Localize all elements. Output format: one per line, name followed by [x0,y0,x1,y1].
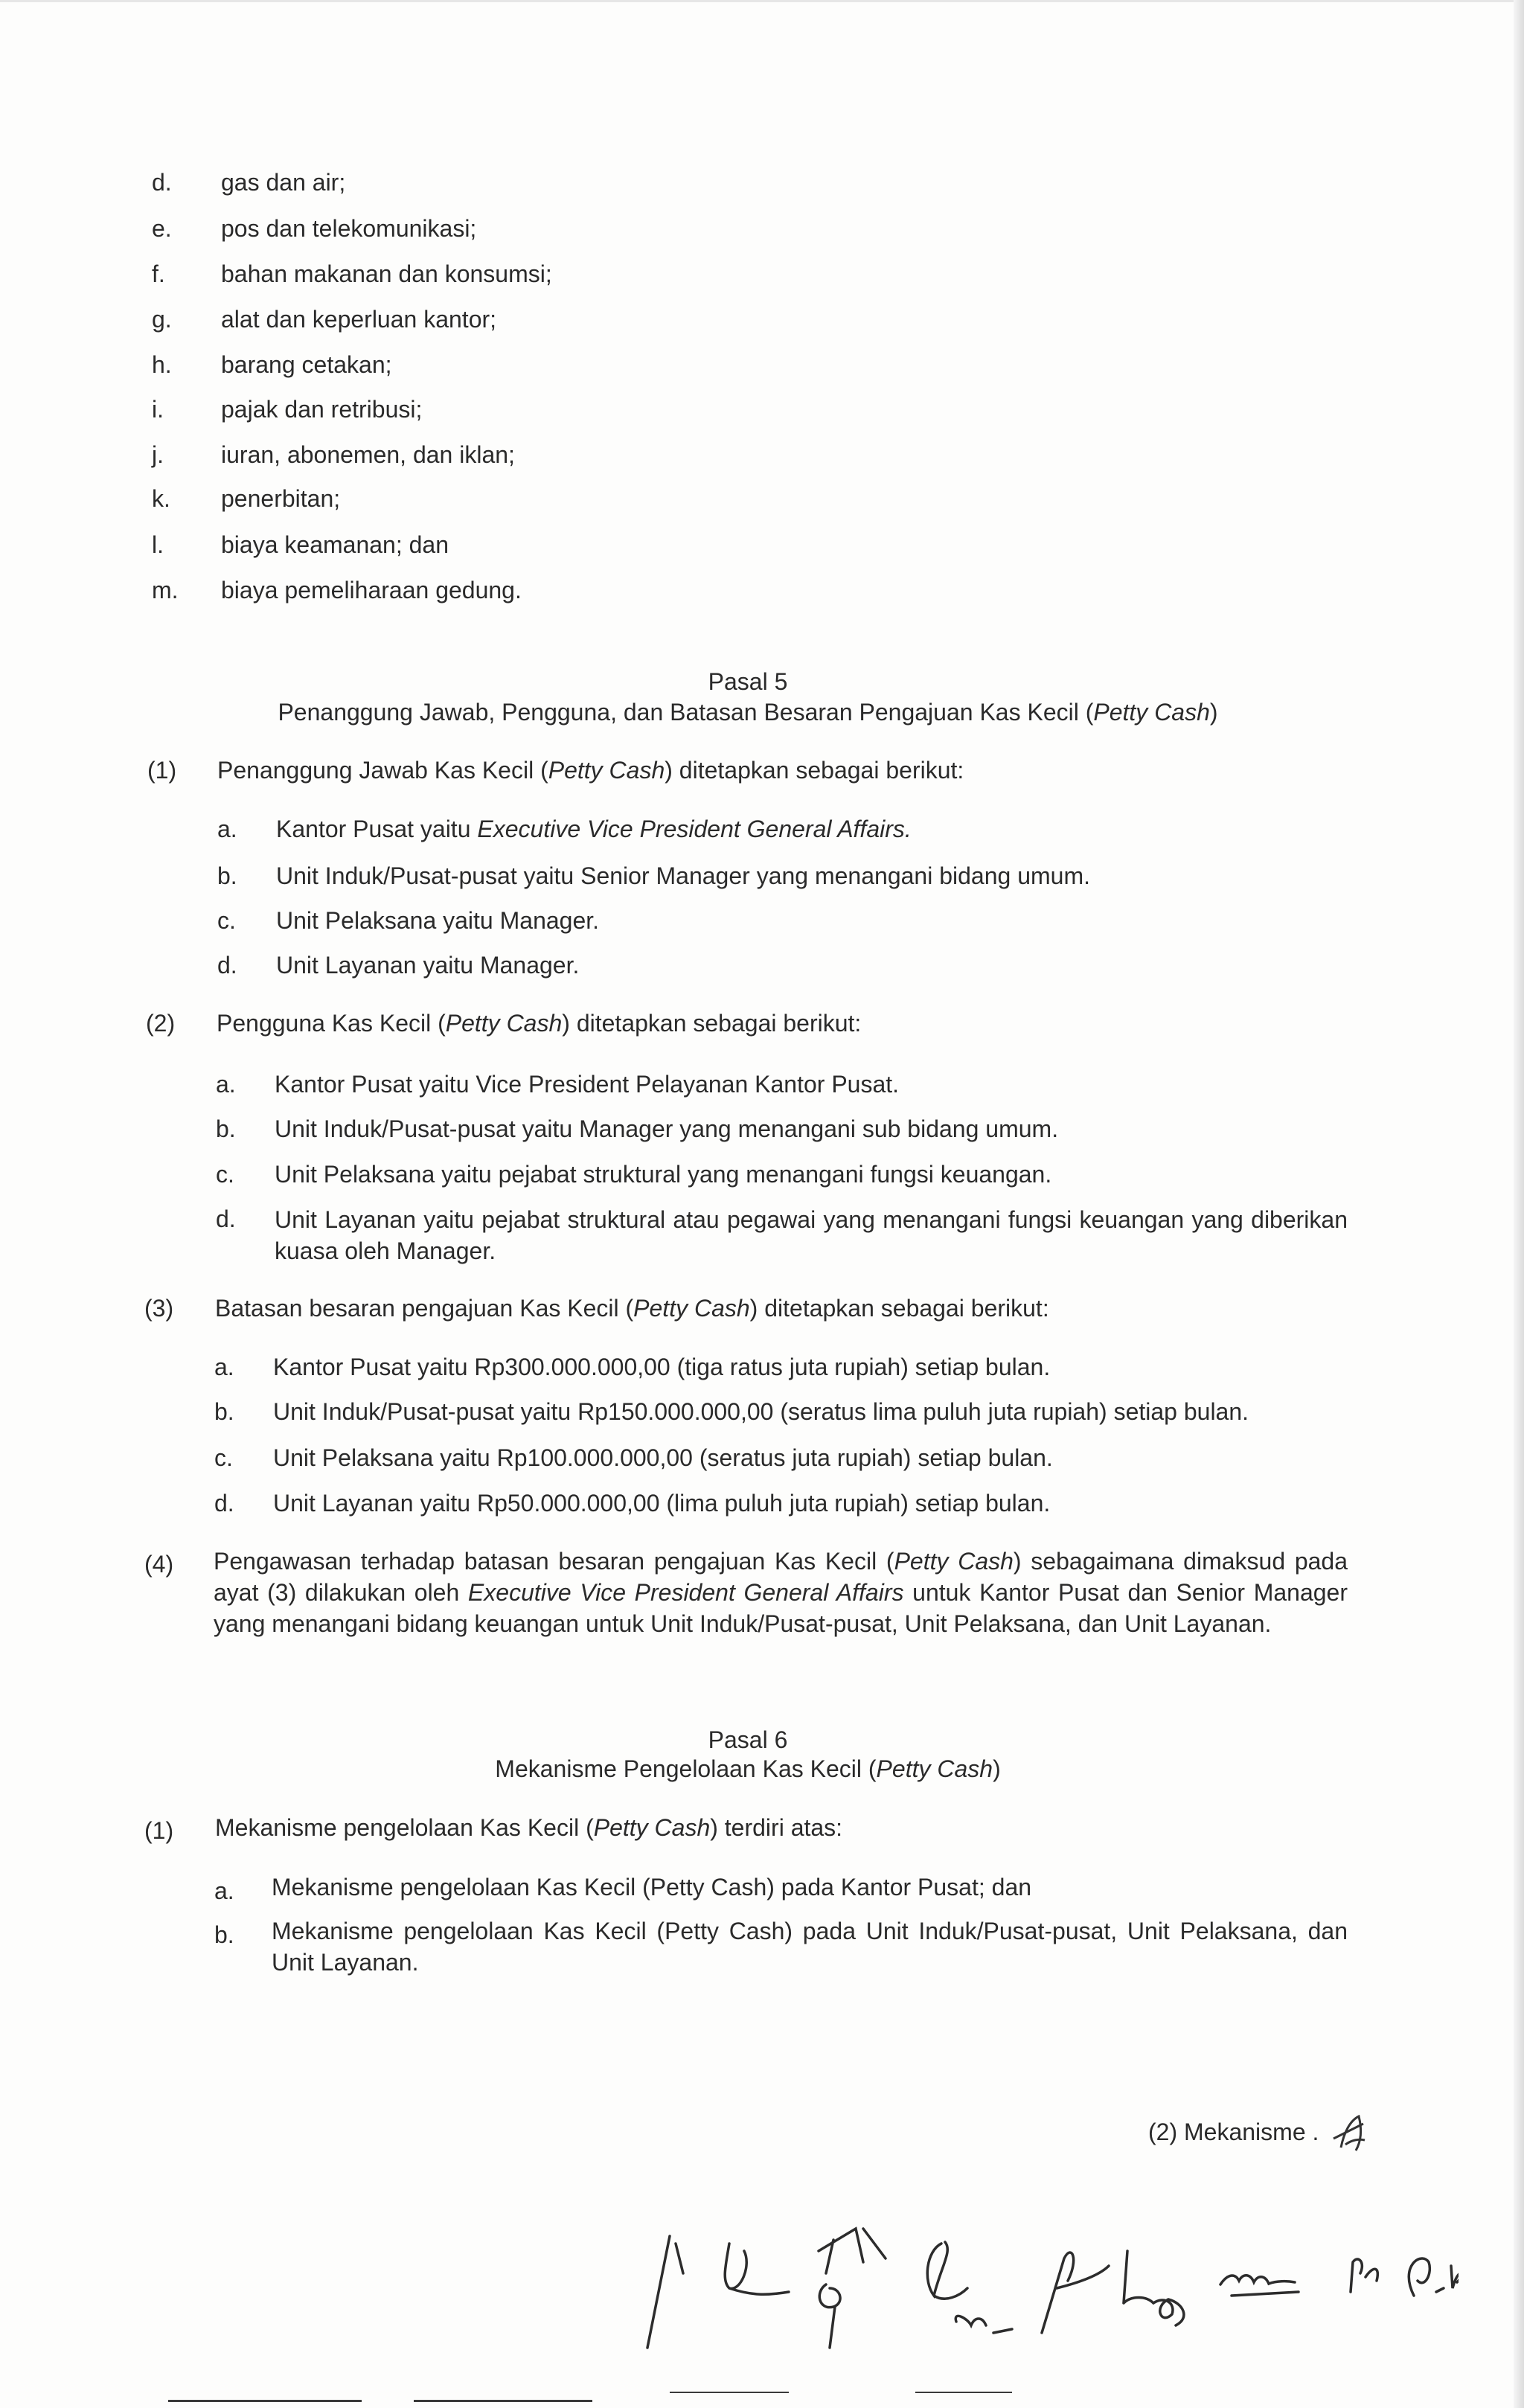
list-item: biaya keamanan; dan [221,531,449,558]
title-text: Mekanisme Pengelolaan Kas Kecil ( [495,1755,877,1782]
list-letter: b. [214,1921,234,1948]
list-item [276,814,912,844]
ayat-text-italic: Executive Vice President General Affairs [467,1579,904,1606]
ayat-text-part: untuk Kantor Pusat dan Senior Manager yang menangani bidang keuangan untuk Unit Induk/Pusat-pusat, Unit Pelaksana, dan Unit Layanan. [214,1579,1348,1637]
list-letter: d. [217,952,237,979]
footer-rule [168,2400,362,2402]
ayat-text-part: ) sebagaimana dimaksud pada ayat (3) dilakukan oleh [214,1548,1348,1606]
title-italic: Petty Cash [1093,699,1210,726]
ayat-number: (1) [144,1817,174,1844]
list-item: penerbitan; [221,485,341,512]
list-item: Unit Pelaksana yaitu Rp100.000.000,00 (seratus juta rupiah) setiap bulan. [273,1444,1053,1471]
list-letter: k. [152,485,170,512]
ayat-text-part: Batasan besaran pengajuan Kas Kecil ( [215,1295,634,1322]
list-letter: c. [214,1444,233,1471]
ayat-text-italic: Petty Cash [894,1548,1014,1575]
list-letter: a. [214,1877,234,1904]
item-italic: Executive Vice President General Affairs. [477,816,912,842]
ayat-text [214,1546,1348,1639]
list-letter: d. [152,169,172,196]
list-item: Unit Layanan yaitu Manager. [276,952,580,979]
continuation-text: (2) Mekanisme . [1148,2119,1319,2145]
list-item: bahan makanan dan konsumsi; [221,260,552,287]
list-item: alat dan keperluan kantor; [221,306,497,333]
ayat-text-italic: Petty Cash [445,1010,563,1037]
ayat-text-part: ) ditetapkan sebagai berikut: [562,1010,862,1037]
handwritten-initials [640,2221,1459,2370]
list-item: pajak dan retribusi; [221,396,423,423]
list-letter: g. [152,306,172,333]
ayat-text-part: Pengawasan terhadap batasan besaran pengajuan Kas Kecil ( [214,1548,894,1575]
ayat-text-italic: Petty Cash [633,1295,750,1322]
list-letter: b. [214,1398,234,1425]
list-item: Unit Induk/Pusat-pusat yaitu Manager yang menangani sub bidang umum. [275,1115,1059,1142]
list-letter: a. [214,1354,234,1380]
list-letter: b. [216,1115,236,1142]
list-letter: l. [152,531,164,558]
item-text: Kantor Pusat yaitu [276,816,478,842]
list-letter: e. [152,215,172,242]
footer-rule [670,2392,789,2393]
list-item: Kantor Pusat yaitu Vice President Pelayanan Kantor Pusat. [275,1071,900,1098]
list-item: gas dan air; [221,169,346,196]
list-letter: f. [152,260,165,287]
ayat-number: (3) [144,1295,174,1322]
list-letter: d. [214,1490,234,1517]
title-italic: Petty Cash [876,1755,993,1782]
list-letter: m. [152,577,179,603]
list-letter: c. [216,1161,234,1188]
initial-paraf-icon [1329,2110,1371,2155]
list-item: iuran, abonemen, dan iklan; [221,441,515,468]
list-item: Unit Induk/Pusat-pusat yaitu Senior Manager yang menangani bidang umum. [276,862,1090,889]
title-end: ) [993,1755,1001,1782]
list-letter: d. [216,1205,236,1232]
ayat-text-part: Penanggung Jawab Kas Kecil ( [217,757,548,784]
list-item: Unit Pelaksana yaitu Manager. [276,907,600,934]
list-letter: b. [217,862,237,889]
title-end: ) [1209,699,1218,726]
ayat-text-part: ) terdiri atas: [710,1814,843,1841]
list-item: Unit Layanan yaitu pejabat struktural atau pegawai yang menangani fungsi keuangan yang diberikan kuasa oleh Manager. [275,1206,1348,1264]
ayat-text-part: ) ditetapkan sebagai berikut: [749,1295,1049,1322]
list-item: barang cetakan; [221,351,392,378]
list-letter: a. [217,816,237,842]
footer-rule [414,2400,592,2402]
list-letter: c. [217,907,236,934]
scan-right-edge [1514,0,1524,2408]
list-item: Unit Induk/Pusat-pusat yaitu Rp150.000.000,00 (seratus lima puluh juta rupiah) setiap bulan. [273,1398,1249,1425]
ayat-text [217,755,964,785]
list-letter: i. [152,396,164,423]
scan-top-border [0,0,1524,2]
list-item: Mekanisme pengelolaan Kas Kecil (Petty Cash) pada Kantor Pusat; dan [272,1874,1032,1901]
ayat-number: (2) [146,1010,176,1037]
list-item: Mekanisme pengelolaan Kas Kecil (Petty Cash) pada Unit Induk/Pusat-pusat, Unit Pelaksana, dan Unit Layanan. [272,1918,1348,1976]
ayat-text-part: ) ditetapkan sebagai berikut: [665,757,964,784]
ayat-text [217,1008,861,1038]
ayat-text-italic: Petty Cash [548,757,665,784]
pasal-5-title [0,697,1496,727]
footer-rule [915,2392,1012,2393]
pasal-5-heading: Pasal 5 [708,668,788,695]
list-item: Unit Layanan yaitu Rp50.000.000,00 (lima puluh juta rupiah) setiap bulan. [273,1490,1051,1517]
pasal-6-heading: Pasal 6 [708,1726,788,1753]
list-letter: h. [152,351,172,378]
list-item: pos dan telekomunikasi; [221,215,477,242]
ayat-number: (1) [147,757,177,784]
list-item: biaya pemeliharaan gedung. [221,577,522,603]
list-letter: a. [216,1071,236,1098]
ayat-text-part: Pengguna Kas Kecil ( [217,1010,446,1037]
ayat-text-part: Mekanisme pengelolaan Kas Kecil ( [215,1814,594,1841]
ayat-text [215,1293,1049,1323]
list-item: Kantor Pusat yaitu Rp300.000.000,00 (tiga ratus juta rupiah) setiap bulan. [273,1354,1051,1380]
ayat-text-italic: Petty Cash [593,1814,711,1841]
title-text: Penanggung Jawab, Pengguna, dan Batasan Besaran Pengajuan Kas Kecil ( [278,699,1094,726]
ayat-text [215,1813,842,1842]
ayat-number: (4) [144,1551,174,1578]
list-item: Unit Pelaksana yaitu pejabat struktural yang menangani fungsi keuangan. [275,1161,1052,1188]
pasal-6-title [0,1754,1496,1784]
list-letter: j. [152,441,164,468]
